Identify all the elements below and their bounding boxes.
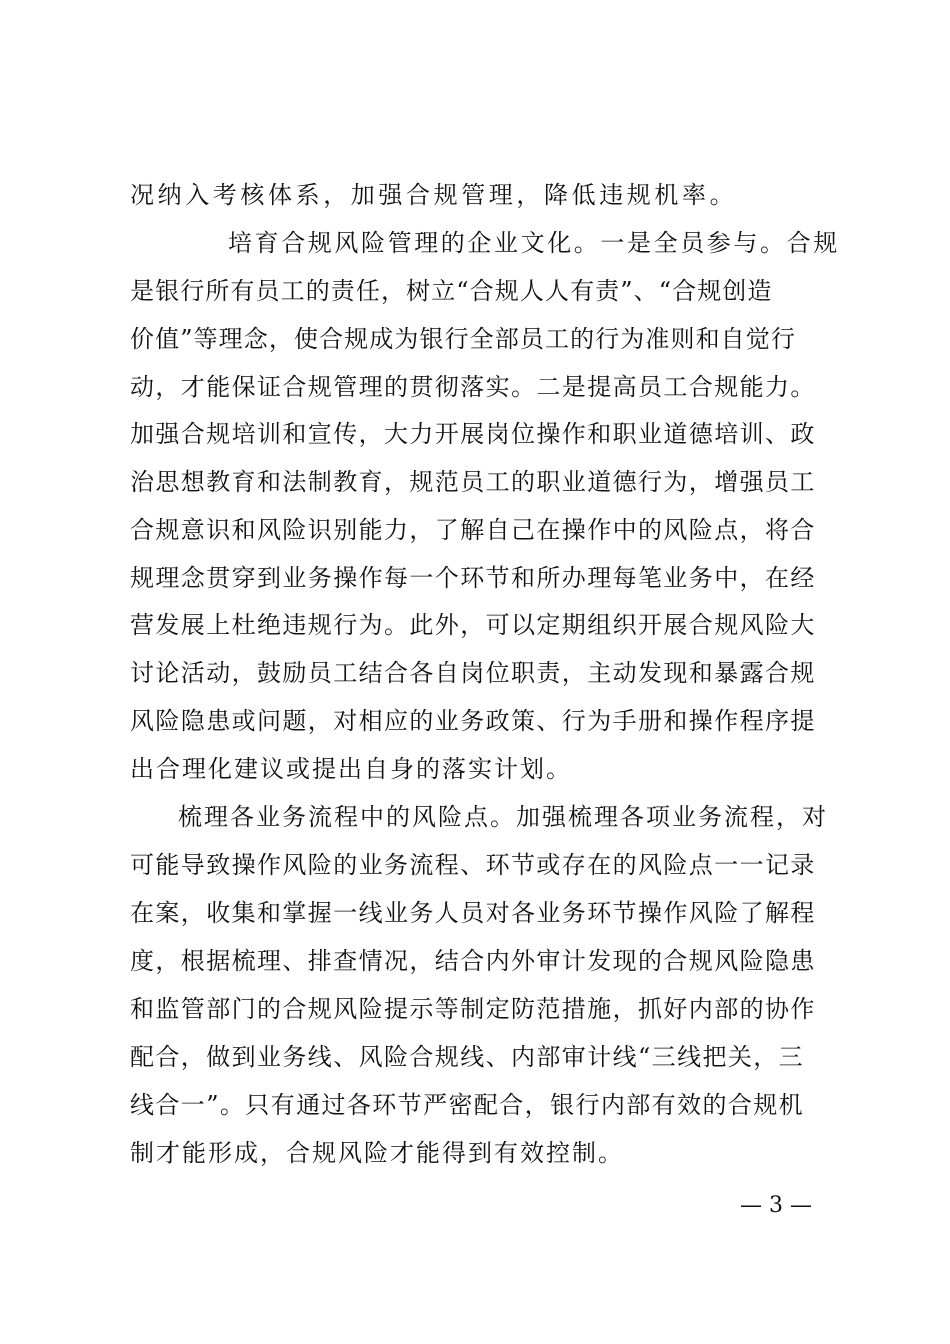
paragraph-line: 况纳入考核体系，加强合规管理，降低违规机率。: [130, 181, 738, 209]
paragraph-line: 规理念贯穿到业务操作每一个环节和所办理每笔业务中，在经: [130, 564, 816, 592]
paragraph-line: 梳理各业务流程中的风险点。加强梳理各项业务流程，对: [178, 803, 828, 831]
paragraph-line: 配合，做到业务线、风险合规线、内部审计线“三线把关，三: [130, 1043, 805, 1071]
paragraph-line: 制才能形成，合规风险才能得到有效控制。: [130, 1139, 624, 1167]
paragraph-line: 风险隐患或问题，对相应的业务政策、行为手册和操作程序提: [130, 707, 816, 735]
paragraph-line: 加强合规培训和宣传，大力开展岗位操作和职业道德培训、政: [130, 420, 816, 448]
paragraph-line: 度，根据梳理、排查情况，结合内外审计发现的合规风险隐患: [130, 947, 816, 975]
paragraph-line: 动，才能保证合规管理的贯彻落实。二是提高员工合规能力。: [130, 373, 816, 401]
paragraph-line: 合规意识和风险识别能力，了解自己在操作中的风险点，将合: [130, 516, 816, 544]
paragraph-line: 线合一”。只有通过各环节严密配合，银行内部有效的合规机: [130, 1091, 805, 1119]
paragraph-line: 可能导致操作风险的业务流程、环节或存在的风险点一一记录: [130, 851, 816, 879]
paragraph-line: 治思想教育和法制教育，规范员工的职业道德行为，增强员工: [130, 468, 816, 496]
paragraph-line: 是银行所有员工的责任，树立“合规人人有责”、“合规创造: [130, 277, 773, 305]
paragraph-line: 营发展上杜绝违规行为。此外，可以定期组织开展合规风险大: [130, 611, 816, 639]
paragraph-line: 价值”等理念，使合规成为银行全部员工的行为准则和自觉行: [130, 325, 796, 353]
paragraph-line: 和监管部门的合规风险提示等制定防范措施，抓好内部的协作: [130, 995, 816, 1023]
paragraph-line: 培育合规风险管理的企业文化。一是全员参与。合规: [228, 229, 840, 257]
paragraph-line: 出合理化建议或提出自身的落实计划。: [130, 755, 572, 783]
paragraph-line: 讨论活动，鼓励员工结合各自岗位职责，主动发现和暴露合规: [130, 659, 816, 687]
paragraph-line: 在案，收集和掌握一线业务人员对各业务环节操作风险了解程: [130, 899, 816, 927]
page-number: — 3 —: [740, 1193, 812, 1218]
